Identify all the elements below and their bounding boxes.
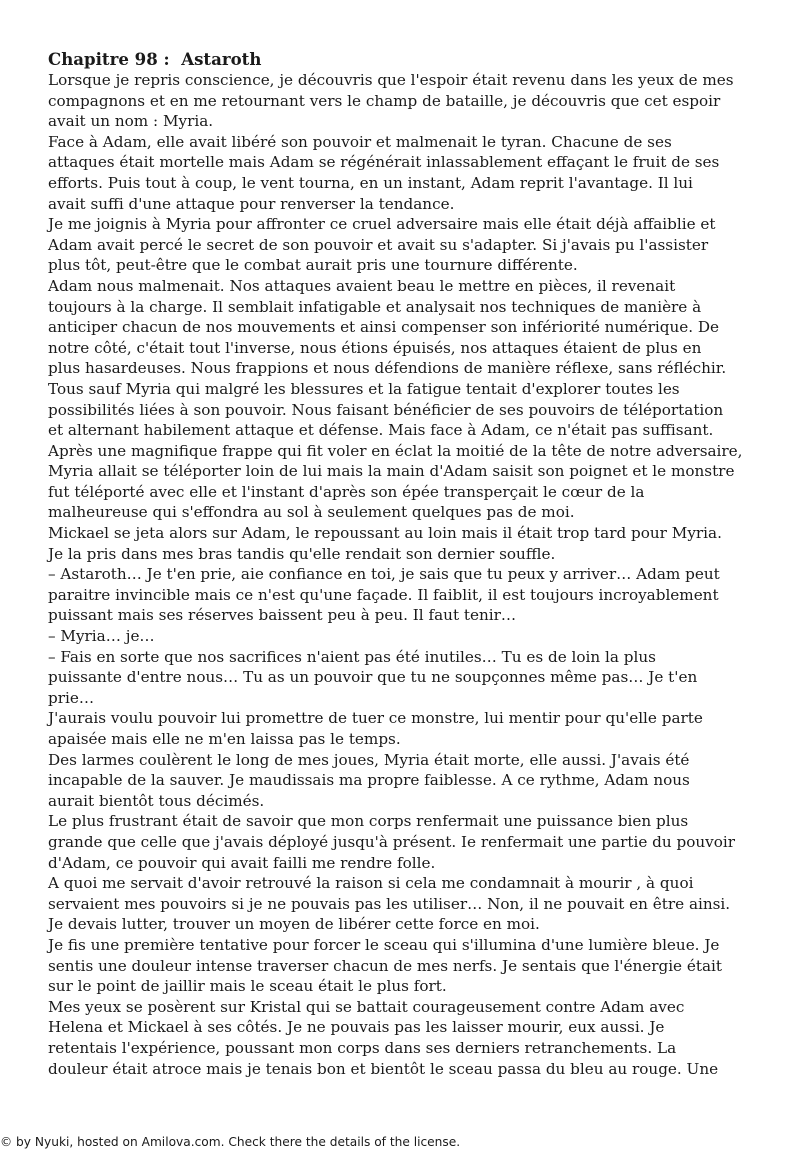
text-line: A quoi me servait d'avoir retrouvé la raison si cela me condamnait à mourir , à quoi (48, 874, 694, 893)
text-line: incapable de la sauver. Je maudissais ma propre faiblesse. A ce rythme, Adam nous (48, 771, 690, 790)
text-line: efforts. Puis tout à coup, le vent tourna, en un instant, Adam reprit l'avantage. Il lui (48, 173, 693, 192)
chapter-body (48, 70, 768, 1079)
text-line: Helena et Mickael à ses côtés. Je ne pouvais pas les laisser mourir, eux aussi. Je (48, 1018, 665, 1037)
text-line: Je devais lutter, trouver un moyen de libérer cette force en moi. (48, 915, 540, 934)
text-line: malheureuse qui s'effondra au sol à seulement quelques pas de moi. (48, 503, 575, 522)
text-line: J'aurais voulu pouvoir lui promettre de tuer ce monstre, lui mentir pour qu'elle parte (48, 709, 703, 728)
text-line: Mickael se jeta alors sur Adam, le repoussant au loin mais il était trop tard pour Myria. (48, 524, 722, 543)
text-line: – Myria… je… (48, 627, 155, 646)
text-line: Myria allait se téléporter loin de lui mais la main d'Adam saisit son poignet et le monstre (48, 462, 735, 481)
text-line: d'Adam, ce pouvoir qui avait failli me rendre folle. (48, 853, 436, 872)
text-line: toujours à la charge. Il semblait infatigable et analysait nos techniques de manière à (48, 297, 702, 316)
text-line: plus tôt, peut-être que le combat aurait pris une tournure différente. (48, 256, 578, 275)
chapter-title: Chapitre 98 : Astaroth (48, 49, 262, 69)
license-footer: © by Nyuki, hosted on Amilova.com. Check there the details of the license. (0, 1135, 461, 1149)
text-line: plus hasardeuses. Nous frappions et nous défendions de manière réflexe, sans réfléchir. (48, 359, 727, 378)
text-line: puissant mais ses réserves baissent peu à peu. Il faut tenir… (48, 606, 517, 625)
text-line: Des larmes coulèrent le long de mes joues, Myria était morte, elle aussi. J'avais été (48, 750, 690, 769)
text-line: paraitre invincible mais ce n'est qu'une façade. Il faiblit, il est toujours incroyablement (48, 585, 719, 604)
text-line: servaient mes pouvoirs si je ne pouvais pas les utiliser… Non, il ne pouvait en être ainsi. (48, 894, 731, 913)
text-line: compagnons et en me retournant vers le champ de bataille, je découvris que cet espoir (48, 91, 721, 110)
text-line: Je me joignis à Myria pour affronter ce cruel adversaire mais elle était déjà affaiblie et (48, 215, 716, 234)
text-line: Je fis une première tentative pour forcer le sceau qui s'illumina d'une lumière bleue. Je (48, 935, 720, 954)
text-line: Face à Adam, elle avait libéré son pouvoir et malmenait le tyran. Chacune de ses (48, 132, 672, 151)
text-line: douleur était atroce mais je tenais bon et bientôt le sceau passa du bleu au rouge. Une (48, 1059, 719, 1078)
text-line: attaques était mortelle mais Adam se régénérait inlassablement effaçant le fruit de ses (48, 153, 720, 172)
text-line: avait suffi d'une attaque pour renverser la tendance. (48, 194, 455, 213)
text-line: Je la pris dans mes bras tandis qu'elle rendait son dernier souffle. (48, 544, 556, 563)
text-line: aurait bientôt tous décimés. (48, 791, 265, 810)
text-line: Adam nous malmenait. Nos attaques avaient beau le mettre en pièces, il revenait (48, 276, 676, 295)
text-line: sur le point de jaillir mais le sceau était le plus fort. (48, 977, 447, 996)
text-line: – Fais en sorte que nos sacrifices n'aient pas été inutiles… Tu es de loin la plus (48, 647, 656, 666)
text-line: prie… (48, 688, 95, 707)
chapter-page (48, 49, 768, 1079)
text-line: Tous sauf Myria qui malgré les blessures et la fatigue tentait d'explorer toutes les (48, 379, 680, 398)
text-line: Après une magnifique frappe qui fit voler en éclat la moitié de la tête de notre adversaire, (48, 441, 743, 460)
text-line: – Astaroth… Je t'en prie, aie confiance en toi, je sais que tu peux y arriver… Adam peut (48, 565, 720, 584)
text-line: retentais l'expérience, poussant mon corps dans ses derniers retranchements. La (48, 1038, 677, 1057)
text-line: et alternant habilement attaque et défense. Mais face à Adam, ce n'était pas suffisant. (48, 421, 714, 440)
text-line: puissante d'entre nous… Tu as un pouvoir que tu ne soupçonnes même pas… Je t'en (48, 668, 698, 687)
text-line: Adam avait percé le secret de son pouvoir et avait su s'adapter. Si j'avais pu l'assister (48, 235, 709, 254)
text-line: Mes yeux se posèrent sur Kristal qui se battait courageusement contre Adam avec (48, 997, 685, 1016)
text-line: notre côté, c'était tout l'inverse, nous étions épuisés, nos attaques étaient de plus en (48, 338, 702, 357)
text-line: apaisée mais elle ne m'en laissa pas le temps. (48, 730, 401, 748)
text-line: sentis une douleur intense traverser chacun de mes nerfs. Je sentais que l'énergie était (48, 956, 722, 975)
text-line: anticiper chacun de nos mouvements et ainsi compenser son infériorité numérique. De (48, 318, 720, 337)
text-line: possibilités liées à son pouvoir. Nous faisant bénéficier de ses pouvoirs de téléportation (48, 400, 724, 419)
text-line: fut téléporté avec elle et l'instant d'après son épée transperçait le cœur de la (48, 482, 645, 501)
text-line: grande que celle que j'avais déployé jusqu'à présent. Ie renfermait une partie du pouvoir (48, 832, 736, 851)
text-line: Lorsque je repris conscience, je découvris que l'espoir était revenu dans les yeux de mes (48, 71, 734, 89)
text-line: Le plus frustrant était de savoir que mon corps renfermait une puissance bien plus (48, 812, 689, 831)
text-line: avait un nom : Myria. (48, 112, 214, 131)
